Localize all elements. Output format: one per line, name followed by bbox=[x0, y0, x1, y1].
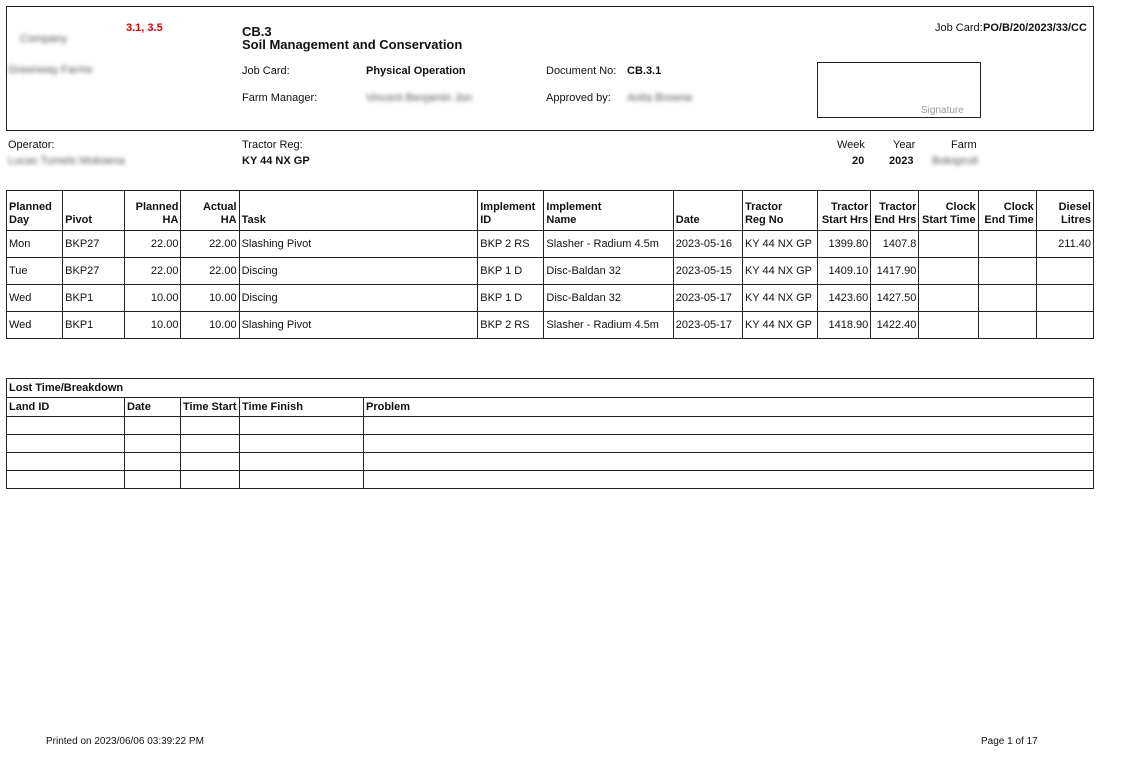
cell-clock-start bbox=[919, 231, 978, 258]
lost-time-title: Lost Time/Breakdown bbox=[7, 379, 1094, 398]
col-land-id: Land ID bbox=[7, 398, 125, 417]
cell-implement-name: Slasher - Radium 4.5m bbox=[544, 231, 673, 258]
job-card-top-label: Job Card: bbox=[935, 22, 983, 34]
cell-clock-end bbox=[978, 312, 1036, 339]
col-time-start: Time Start bbox=[181, 398, 240, 417]
table-header-row bbox=[7, 191, 1094, 231]
year-value: 2023 bbox=[889, 155, 914, 167]
job-card-label: Job Card: bbox=[242, 65, 290, 77]
cell-pivot: BKP27 bbox=[63, 258, 125, 285]
document-no-label: Document No: bbox=[546, 65, 617, 77]
cell-planned-ha: 22.00 bbox=[125, 258, 181, 285]
farm-manager-label: Farm Manager: bbox=[242, 92, 318, 104]
col-implement-name: Implement Name bbox=[544, 191, 673, 231]
col-date: Date bbox=[673, 191, 742, 231]
cell-planned-ha: 10.00 bbox=[125, 285, 181, 312]
farm-label: Farm bbox=[951, 139, 977, 151]
operator-label: Operator: bbox=[8, 139, 55, 151]
company-logo: Company bbox=[20, 33, 68, 45]
col-problem: Problem bbox=[364, 398, 1094, 417]
cell-start-hrs: 1423.60 bbox=[818, 285, 871, 312]
operator-value: Lucas Tumelo Mokoena bbox=[8, 155, 125, 167]
table-row bbox=[7, 258, 1094, 285]
approved-by-value: Anita Browne bbox=[627, 92, 693, 104]
col-clock-start-time: Clock Start Time bbox=[919, 191, 978, 231]
document-no-value: CB.3.1 bbox=[627, 65, 662, 77]
cell-task: Slashing Pivot bbox=[239, 231, 478, 258]
lost-time-empty-row bbox=[7, 471, 1094, 489]
operations-table bbox=[6, 190, 1094, 339]
cell-pivot: BKP27 bbox=[63, 231, 125, 258]
cell-day: Wed bbox=[7, 285, 63, 312]
cell-clock-end bbox=[978, 258, 1036, 285]
lost-time-title-row bbox=[7, 379, 1094, 398]
cell-reg: KY 44 NX GP bbox=[742, 285, 817, 312]
cell-day: Tue bbox=[7, 258, 63, 285]
cell-actual-ha: 10.00 bbox=[181, 285, 239, 312]
cell-date: 2023-05-16 bbox=[673, 231, 742, 258]
cell-planned-ha: 10.00 bbox=[125, 312, 181, 339]
signature-label: Signature bbox=[921, 105, 964, 116]
cell-actual-ha: 22.00 bbox=[181, 258, 239, 285]
page-number: Page 1 of 17 bbox=[981, 736, 1038, 747]
cell-implement-id: BKP 1 D bbox=[478, 285, 544, 312]
lost-time-empty-row bbox=[7, 417, 1094, 435]
col-lost-date: Date bbox=[125, 398, 181, 417]
col-implement-id: Implement ID bbox=[478, 191, 544, 231]
col-planned-ha: Planned HA bbox=[125, 191, 181, 231]
cell-start-hrs: 1399.80 bbox=[818, 231, 871, 258]
approved-by-label: Approved by: bbox=[546, 92, 611, 104]
farm-value: Bokspruit bbox=[932, 155, 978, 167]
cell-clock-start bbox=[919, 258, 978, 285]
cell-task: Discing bbox=[239, 258, 478, 285]
cell-implement-name: Disc-Baldan 32 bbox=[544, 285, 673, 312]
col-tractor-start-hrs: Tractor Start Hrs bbox=[818, 191, 871, 231]
cell-pivot: BKP1 bbox=[63, 312, 125, 339]
printed-on: Printed on 2023/06/06 03:39:22 PM bbox=[46, 736, 204, 747]
lost-time-table bbox=[6, 378, 1094, 489]
cell-diesel: 211.40 bbox=[1036, 231, 1093, 258]
col-tractor-reg-no: Tractor Reg No bbox=[742, 191, 817, 231]
week-value: 20 bbox=[852, 155, 865, 167]
cell-implement-name: Disc-Baldan 32 bbox=[544, 258, 673, 285]
cell-start-hrs: 1418.90 bbox=[818, 312, 871, 339]
col-task: Task bbox=[239, 191, 478, 231]
table-row bbox=[7, 312, 1094, 339]
document-code: CB.3 bbox=[242, 24, 272, 39]
table-row bbox=[7, 231, 1094, 258]
farm-name-blurred: Greenway Farms bbox=[8, 64, 93, 76]
cell-day: Wed bbox=[7, 312, 63, 339]
cell-actual-ha: 10.00 bbox=[181, 312, 239, 339]
farm-manager-value: Vincent Benjamin Jon bbox=[366, 92, 473, 104]
col-time-finish: Time Finish bbox=[240, 398, 364, 417]
cell-clock-end bbox=[978, 285, 1036, 312]
col-tractor-end-hrs: Tractor End Hrs bbox=[871, 191, 919, 231]
cell-task: Slashing Pivot bbox=[239, 312, 478, 339]
cell-actual-ha: 22.00 bbox=[181, 231, 239, 258]
cell-reg: KY 44 NX GP bbox=[742, 312, 817, 339]
page-title: Soil Management and Conservation bbox=[242, 37, 463, 52]
cell-end-hrs: 1422.40 bbox=[871, 312, 919, 339]
cell-end-hrs: 1427.50 bbox=[871, 285, 919, 312]
cell-clock-start bbox=[919, 285, 978, 312]
lost-time-header-row bbox=[7, 398, 1094, 417]
cell-end-hrs: 1417.90 bbox=[871, 258, 919, 285]
tractor-reg-label: Tractor Reg: bbox=[242, 139, 303, 151]
cell-diesel bbox=[1036, 258, 1093, 285]
col-pivot: Pivot bbox=[63, 191, 125, 231]
cell-diesel bbox=[1036, 312, 1093, 339]
cell-reg: KY 44 NX GP bbox=[742, 231, 817, 258]
cell-end-hrs: 1407.8 bbox=[871, 231, 919, 258]
cell-date: 2023-05-17 bbox=[673, 285, 742, 312]
cell-implement-name: Slasher - Radium 4.5m bbox=[544, 312, 673, 339]
table-row bbox=[7, 285, 1094, 312]
section-ref: 3.1, 3.5 bbox=[126, 22, 163, 34]
job-card-top-value: PO/B/20/2023/33/CC bbox=[983, 22, 1087, 34]
cell-implement-id: BKP 2 RS bbox=[478, 312, 544, 339]
job-card-value: Physical Operation bbox=[366, 65, 466, 77]
cell-diesel bbox=[1036, 285, 1093, 312]
lost-time-empty-row bbox=[7, 435, 1094, 453]
cell-implement-id: BKP 2 RS bbox=[478, 231, 544, 258]
col-planned-day: Planned Day bbox=[7, 191, 63, 231]
year-label: Year bbox=[893, 139, 916, 151]
cell-date: 2023-05-15 bbox=[673, 258, 742, 285]
col-diesel-litres: Diesel Litres bbox=[1036, 191, 1093, 231]
lost-time-empty-row bbox=[7, 453, 1094, 471]
week-label: Week bbox=[837, 139, 865, 151]
col-actual-ha: Actual HA bbox=[181, 191, 239, 231]
cell-date: 2023-05-17 bbox=[673, 312, 742, 339]
cell-clock-start bbox=[919, 312, 978, 339]
cell-start-hrs: 1409.10 bbox=[818, 258, 871, 285]
tractor-reg-value: KY 44 NX GP bbox=[242, 155, 310, 167]
cell-implement-id: BKP 1 D bbox=[478, 258, 544, 285]
cell-reg: KY 44 NX GP bbox=[742, 258, 817, 285]
cell-pivot: BKP1 bbox=[63, 285, 125, 312]
col-clock-end-time: Clock End Time bbox=[978, 191, 1036, 231]
cell-task: Discing bbox=[239, 285, 478, 312]
cell-clock-end bbox=[978, 231, 1036, 258]
cell-day: Mon bbox=[7, 231, 63, 258]
cell-planned-ha: 22.00 bbox=[125, 231, 181, 258]
